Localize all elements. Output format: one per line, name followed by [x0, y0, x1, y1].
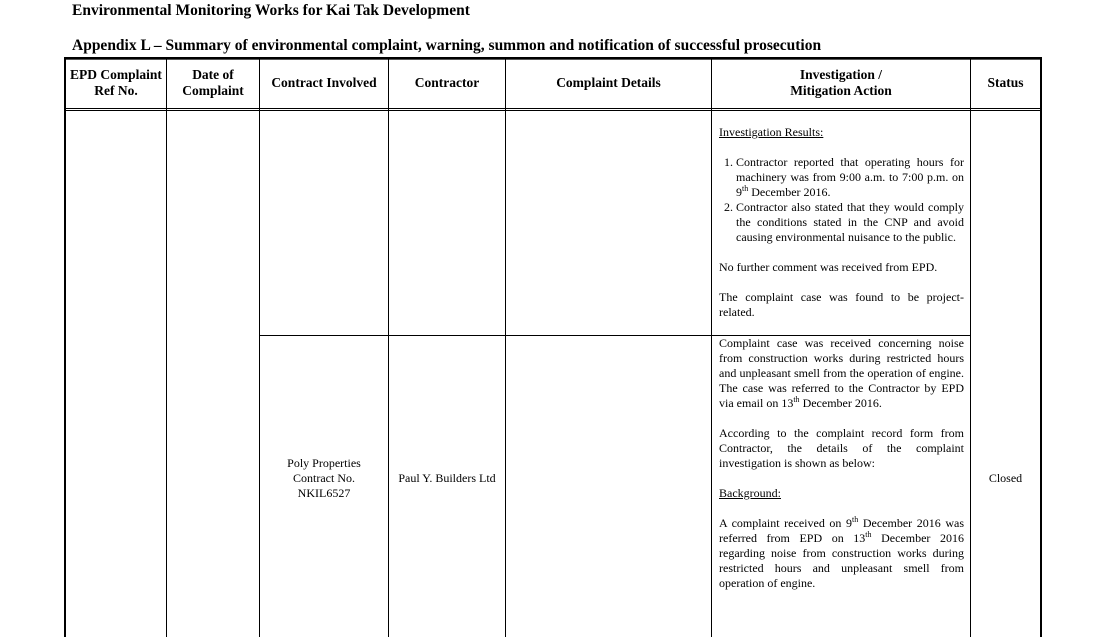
background-text: A complaint received on 9th December 2016 was referred from EPD on 13th December 2016 regarding noise from construction works during restricted hours and unpleasant smell from operation of engine.	[719, 515, 964, 590]
header-investigation	[712, 57, 970, 109]
status-badge: Closed	[988, 470, 1023, 485]
complaint-investigation-cell	[719, 336, 964, 591]
header-complaint-details: Complaint Details	[556, 75, 661, 90]
appendix-title: Appendix L – Summary of environmental complaint, warning, summon and notification of successful prosecution	[72, 37, 822, 54]
col-divider-5	[711, 57, 712, 637]
investigation-results-cell	[719, 125, 964, 320]
contractor-cell	[389, 336, 505, 620]
investigation-results-list	[719, 155, 964, 245]
header-epd-ref: EPD Complaint Ref No.	[70, 67, 162, 98]
header-date: Date of Complaint	[182, 67, 244, 98]
col-divider-1	[166, 57, 167, 637]
no-further-comment: No further comment was received from EPD.	[719, 260, 938, 274]
col-divider-4	[505, 57, 506, 637]
list-item: 1. Contractor reported that operating hours for machinery was from 9:00 a.m. to 7:00 p.m. on 9th December 2016.	[736, 155, 964, 200]
header-contract: Contract Involved	[271, 75, 377, 90]
project-related-finding: The complaint case was found to be project-related.	[719, 290, 964, 319]
contract-involved-cell	[260, 336, 388, 620]
table-right-border	[1040, 57, 1042, 637]
table-left-border	[64, 57, 66, 637]
complaint-intro: Complaint case was received concerning noise from construction works during restricted hours and unpleasant smell from the operation of engine. The case was referred to the Contractor by EPD via email on 13th December 2016.	[719, 336, 964, 410]
contractor-text: Paul Y. Builders Ltd	[398, 470, 496, 485]
background-heading: Background:	[719, 486, 781, 500]
header-divider-double	[64, 110, 1042, 111]
document-title: Environmental Monitoring Works for Kai Tak Development	[72, 2, 470, 19]
status-cell	[971, 336, 1040, 620]
complaint-table	[64, 57, 1042, 637]
investigation-results-heading: Investigation Results:	[719, 125, 824, 139]
contract-involved-text: Poly Properties Contract No. NKIL6527	[287, 455, 361, 500]
header-status: Status	[987, 75, 1024, 90]
list-item: 2. Contractor also stated that they would comply the conditions stated in the CNP and avoid causing environmental nuisance to the public.	[736, 200, 964, 245]
header-contractor: Contractor	[414, 75, 480, 90]
header-investigation-label: Investigation / Mitigation Action	[790, 67, 892, 98]
complaint-record-note: According to the complaint record form from Contractor, the details of the complaint investigation is shown as below:	[719, 426, 964, 470]
